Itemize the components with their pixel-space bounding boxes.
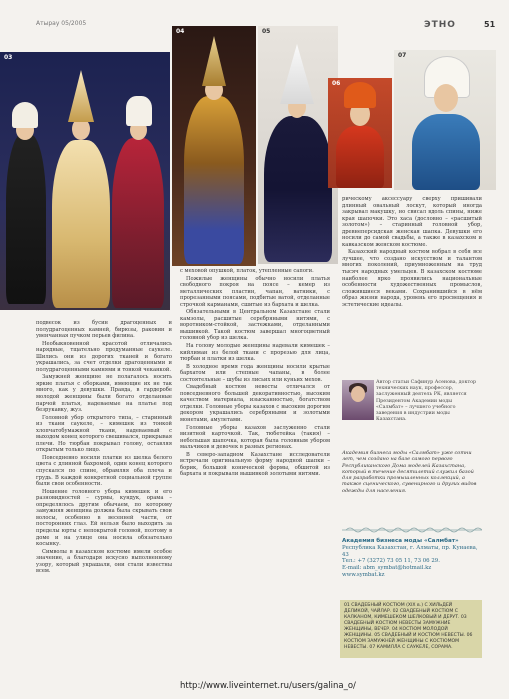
photo-06 [328, 78, 392, 188]
photo-captions: 01 СВАДЕБНЫЙ КОСТЮМ (ХIХ в.) С ХИЛЬДЕЙ ДЕЛИКОЙ, ЧАЙЛАР. 02 СВАДЕБНЫЙ КОСТЮМ С КАЛКАНОМ, КИМЕШЕКОМ ШЕЛКОВЫЙ И ДЕРУТ. 03 СВАДЕБНЫЙ КОСТЮМ НЕВЕСТЫ ЗАМУЖНИЕ ЖЕНЩИНЫ, ВЕЧЕР. 04 КОСТЮМ МОЛОДОЙ ЖЕНЩИНЫ. 05 СВАДЕБНЫЙ И КОСТЮМ НЕВЕСТЫ. 06 КОСТЮМ ЗАМУЖНЕЙ ЖЕНЩИНЫ С КОСТЮМОМ НЕВЕСТЫ. 07 КАМИЛЛА С САУКЕЛЕ, СОРАМА. [340, 600, 482, 658]
figure [264, 116, 332, 262]
ornament-divider [342, 525, 482, 535]
paragraph: Головные уборы казахов заслуженно стали визитной карточкой. Так, тюбетейка (такия) – небольшая шапочка, которая была головным убором мальчиков и девочек в разных регионах. [180, 424, 330, 451]
paragraph: Необыкновенной красотой отличались нарядные, тщательно продуманные саукеле. Шились они из дорогих тканей и богато украшались, за счет отделки драгоценными и полудрагоценными камнями и тонкой чеканкой. [36, 340, 172, 373]
author-face [351, 386, 365, 402]
figure [6, 134, 46, 304]
contact-email[interactable]: E-mail: abm_symbat@hotmail.kz [342, 565, 432, 572]
headdress [68, 70, 94, 122]
headdress [344, 82, 376, 108]
paragraph: Казахский народный костюм вобрал в себя все лучшее, что создано искусством и талантом многих поколений, приумноженным на труд тысяч народных умельцев. В казахском костюме наиболее ярко проявились национальные особенности художественных промыслов, сложившиеся веками. Сохранившийся в нём образ жизни народа, уровень его просвещения и эстетические идеалы. [342, 249, 482, 308]
paragraph: Пожилые женщины обычно носили платья свободного покроя на поясе – кемер из металлических пластин, чапан, ватники, с прорезанными поясами, подбитые ватой, отделанные строчкой карманами, сшитые из бархата и шелка. [180, 275, 330, 308]
author-box [342, 380, 480, 444]
footer-url[interactable]: http://www.liveinternet.ru/users/galina_o/ [180, 681, 356, 691]
paragraph: подвесок из бусин драгоценных и полудрагоценных камней, бирюзы, раковин и увенчанная пучком перьев филина. [36, 320, 172, 340]
page-number: 51 [484, 20, 496, 29]
paragraph: В холодное время года женщины носили крытые бархатом или степные чапаны, в более состоятельные – шубы из лисьих или куньих мехов. [180, 363, 330, 383]
figure [52, 140, 110, 308]
author-photo [342, 380, 374, 420]
figure-head [434, 84, 458, 112]
photo-07 [394, 50, 496, 190]
author-bio: Автор статьи Сафинур Асенова, доктор технических наук, профессор, заслуженный деятель РК, является Президентом Академии моды «Салмбат» – лучшего учебного заведения в индустрии моды Казахстана. [376, 380, 477, 423]
photo-number: 03 [4, 54, 13, 61]
contact-org: Академия бизнеса моды «Салмбат» [342, 538, 459, 544]
paragraph: с меховой опушкой, платок, утепленные сапоги. [180, 268, 314, 274]
paragraph: Свадебный костюм невесты отличался от повседневного большей декоративностью, высоким качеством материала, изысканностью, богатством отделки. Головные уборы казахов с высоким дорогим декором украшались серебряными и золотыми монетами, амулетами. [180, 384, 330, 424]
contact-site[interactable]: www.symbat.kz [342, 571, 385, 578]
paragraph: На голову молодые женщины надевали кимешек – кийлиман из белой ткани с прорезью для лица, тюрбан и платки из шелка. [180, 343, 330, 363]
figure [412, 114, 480, 190]
section-title: ЭТНО [424, 20, 456, 30]
contact-address: Республика Казахстан, г. Алматы, пр. Кунаева, 43 [342, 544, 478, 558]
headdress [202, 36, 226, 86]
figure [336, 126, 384, 188]
paragraph: Символы в казахском костюме имели особое значение, а благодаря искусно выполненному узору, который украшали, они стали известны всем. [36, 548, 172, 575]
paragraph: рическому аксессуару сверху пришивали длинный овальный лоскут, который иногда закрывал макушку, но свисал вдоль спины, ниже края шапочки. Это хаса (дословно – «расшитый золотом») – старинный головной убор, древнеперсидская женская шапка. Девушки его носили до самой свадьбы, а также в казахском и кавказском женском костюме. [342, 196, 482, 248]
text-column-2 [180, 268, 330, 479]
figure [112, 138, 164, 308]
photo-04 [172, 26, 256, 266]
issue-label: Атырау 05/2005 [36, 20, 87, 27]
photo-number: 04 [176, 28, 185, 35]
text-column-3 [342, 196, 482, 309]
photo-03 [0, 52, 170, 310]
text-column-1 [36, 320, 172, 576]
paragraph: В северо-западном Казахстане исследователи встречали оригинальную форму народной шапки – борик, большой конической формы, обшитой из бархата и покрывали вышивкой золотыми нитями. [180, 451, 330, 478]
paragraph: Ношение головного убора кимешек и его разновидностей – сурмы, кундук, орама – определялось другим обычаем, по которому замужняя женщина должна была скрывать свои волосы, особенно в весенней части, от посторонних глаз. Ей нельзя было выходить за пределы юрты с непокрытой головой, поэтому в доме и на улице она носила обязательно косынку. [36, 488, 172, 548]
photo-05 [258, 26, 341, 264]
headdress [126, 96, 152, 126]
paragraph: Обязательными в Центральном Казахстане стали камзолы, расшитые серебряными нитями, с воротником-стойкой, застежками, отделанными вышивкой. Такой костюм завершал многоцветный головной убор из шелка. [180, 309, 330, 342]
contact-phone: Тел.: +7 (3272) 73 05 11, 73 06 29. [342, 558, 440, 565]
photo-number: 06 [332, 80, 341, 87]
paragraph: Повседневно носили платки из шелка белого цвета с длинной бахромой, один конец которого спускался по спине, обрамляя оба плеча и грудь. В каждой конкретной социальной группе были свои особенности. [36, 454, 172, 488]
photo-number: 05 [262, 28, 271, 35]
figure [184, 96, 244, 264]
headdress [280, 44, 314, 104]
academy-quote: Академия бизнеса моды «Салмбат» уже сотни лет, чем создано на базе самого первого Республиканского Дома моделей Казахстана, который в течение десятилетий служил базой для разработки промышленных коллекций, а также сценического, сувенирного и других видов одежды для населения. [342, 450, 477, 494]
headdress [12, 102, 38, 128]
photo-number: 07 [398, 52, 407, 59]
paragraph: Замужней женщине не полагалось носить яркие платья с оборками, имеющие их не так много, как у девушки. Правда, в гардеробе молодой женщины были богато отделанные парчой платья, надеваемые на платье под безрукавку, жуз. [36, 374, 172, 414]
paragraph: Головной убор открытого типа, – старинный из ткани саукеле, – кимешек из тонкой хлопчатобумажной ткани, надеваемый с выходом конец которого свешивался, прикрывая плечи. Но тюрбан покрывал голову, оставляя открытым только лицо. [36, 414, 172, 454]
contact-block [342, 538, 482, 579]
